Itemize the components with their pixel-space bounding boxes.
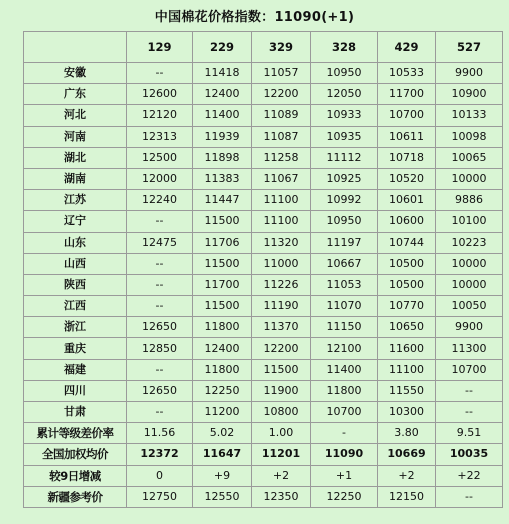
value-cell: 11.56	[127, 423, 193, 444]
value-cell: 12100	[311, 338, 378, 359]
value-cell: 11418	[193, 63, 252, 84]
value-cell: 10800	[252, 402, 311, 423]
table-row	[24, 147, 503, 168]
row-label: 累计等级差价率	[24, 423, 127, 444]
value-cell: 12600	[127, 84, 193, 105]
row-label: 江西	[24, 296, 127, 317]
value-cell: 11800	[193, 359, 252, 380]
table-row	[24, 168, 503, 189]
table-row	[24, 253, 503, 274]
value-cell: 10992	[311, 190, 378, 211]
value-cell: 10950	[311, 63, 378, 84]
table-row	[24, 359, 503, 380]
column-header: 328	[311, 32, 378, 63]
value-cell: 11090	[311, 444, 378, 465]
value-cell: -	[311, 423, 378, 444]
value-cell: 9886	[436, 190, 503, 211]
value-cell: 11500	[252, 359, 311, 380]
value-cell: 11053	[311, 274, 378, 295]
value-cell: 10925	[311, 168, 378, 189]
value-cell: 1.00	[252, 423, 311, 444]
value-cell: 10600	[378, 211, 436, 232]
value-cell: 10667	[311, 253, 378, 274]
value-cell: 12650	[127, 380, 193, 401]
table-row	[24, 232, 503, 253]
value-cell: 10500	[378, 253, 436, 274]
table-header-row	[24, 32, 503, 63]
value-cell: 10744	[378, 232, 436, 253]
value-cell: 12000	[127, 168, 193, 189]
value-cell: 11800	[193, 317, 252, 338]
value-cell: 10950	[311, 211, 378, 232]
value-cell: --	[127, 211, 193, 232]
value-cell: 11383	[193, 168, 252, 189]
value-cell: 12475	[127, 232, 193, 253]
value-cell: +22	[436, 465, 503, 486]
row-label: 湖南	[24, 168, 127, 189]
value-cell: 12313	[127, 126, 193, 147]
value-cell: 12500	[127, 147, 193, 168]
row-label: 湖北	[24, 147, 127, 168]
row-label: 甘肃	[24, 402, 127, 423]
row-label: 新疆参考价	[24, 486, 127, 507]
row-label: 广东	[24, 84, 127, 105]
value-cell: 11500	[193, 296, 252, 317]
column-header: 129	[127, 32, 193, 63]
value-cell: 11370	[252, 317, 311, 338]
value-cell: 12850	[127, 338, 193, 359]
value-cell: 10700	[311, 402, 378, 423]
value-cell: 9900	[436, 63, 503, 84]
value-cell: 12200	[252, 338, 311, 359]
value-cell: 11898	[193, 147, 252, 168]
table-row	[24, 211, 503, 232]
table-row	[24, 465, 503, 486]
value-cell: 11000	[252, 253, 311, 274]
table-row	[24, 402, 503, 423]
value-cell: 11197	[311, 232, 378, 253]
row-label: 重庆	[24, 338, 127, 359]
value-cell: --	[436, 486, 503, 507]
value-cell: 10718	[378, 147, 436, 168]
table-row	[24, 274, 503, 295]
value-cell: 10100	[436, 211, 503, 232]
column-header: 429	[378, 32, 436, 63]
value-cell: 9900	[436, 317, 503, 338]
value-cell: 11500	[193, 211, 252, 232]
value-cell: --	[436, 380, 503, 401]
value-cell: 12150	[378, 486, 436, 507]
value-cell: 10533	[378, 63, 436, 84]
value-cell: 12400	[193, 338, 252, 359]
value-cell: 11706	[193, 232, 252, 253]
value-cell: 11300	[436, 338, 503, 359]
value-cell: --	[127, 296, 193, 317]
value-cell: 3.80	[378, 423, 436, 444]
value-cell: 12350	[252, 486, 311, 507]
value-cell: 11089	[252, 105, 311, 126]
row-label: 山东	[24, 232, 127, 253]
value-cell: 11070	[311, 296, 378, 317]
value-cell: 10065	[436, 147, 503, 168]
value-cell: 12650	[127, 317, 193, 338]
value-cell: --	[127, 402, 193, 423]
value-cell: 11100	[378, 359, 436, 380]
value-cell: --	[436, 402, 503, 423]
value-cell: 12400	[193, 84, 252, 105]
value-cell: 10611	[378, 126, 436, 147]
value-cell: 10133	[436, 105, 503, 126]
row-label: 安徽	[24, 63, 127, 84]
value-cell: 11150	[311, 317, 378, 338]
row-label: 较9日增减	[24, 465, 127, 486]
value-cell: 11800	[311, 380, 378, 401]
value-cell: 12050	[311, 84, 378, 105]
value-cell: 10223	[436, 232, 503, 253]
value-cell: 11447	[193, 190, 252, 211]
value-cell: 11700	[378, 84, 436, 105]
value-cell: 10700	[436, 359, 503, 380]
value-cell: 10601	[378, 190, 436, 211]
price-table	[23, 31, 503, 508]
value-cell: 12240	[127, 190, 193, 211]
value-cell: +2	[378, 465, 436, 486]
table-row	[24, 84, 503, 105]
value-cell: 10050	[436, 296, 503, 317]
table-row	[24, 126, 503, 147]
header-corner-cell	[24, 32, 127, 63]
value-cell: --	[127, 253, 193, 274]
value-cell: --	[127, 359, 193, 380]
table-row	[24, 190, 503, 211]
row-label: 江苏	[24, 190, 127, 211]
table-row	[24, 380, 503, 401]
table-row	[24, 486, 503, 507]
value-cell: 12372	[127, 444, 193, 465]
value-cell: 11647	[193, 444, 252, 465]
value-cell: 11067	[252, 168, 311, 189]
value-cell: 5.02	[193, 423, 252, 444]
value-cell: 12250	[193, 380, 252, 401]
value-cell: 0	[127, 465, 193, 486]
value-cell: 10000	[436, 274, 503, 295]
table-row	[24, 338, 503, 359]
value-cell: 11400	[193, 105, 252, 126]
value-cell: 10933	[311, 105, 378, 126]
value-cell: 10500	[378, 274, 436, 295]
value-cell: 11939	[193, 126, 252, 147]
column-header: 527	[436, 32, 503, 63]
value-cell: 12250	[311, 486, 378, 507]
row-label: 浙江	[24, 317, 127, 338]
value-cell: 11112	[311, 147, 378, 168]
row-label: 全国加权均价	[24, 444, 127, 465]
row-label: 福建	[24, 359, 127, 380]
value-cell: 11600	[378, 338, 436, 359]
value-cell: --	[127, 63, 193, 84]
value-cell: 11258	[252, 147, 311, 168]
value-cell: 10520	[378, 168, 436, 189]
value-cell: 10650	[378, 317, 436, 338]
value-cell: 10669	[378, 444, 436, 465]
value-cell: 12750	[127, 486, 193, 507]
value-cell: +1	[311, 465, 378, 486]
value-cell: 11226	[252, 274, 311, 295]
row-label: 山西	[24, 253, 127, 274]
value-cell: 11320	[252, 232, 311, 253]
value-cell: 11700	[193, 274, 252, 295]
value-cell: 10900	[436, 84, 503, 105]
value-cell: 12120	[127, 105, 193, 126]
row-label: 河南	[24, 126, 127, 147]
value-cell: 11500	[193, 253, 252, 274]
table-row	[24, 105, 503, 126]
value-cell: 11550	[378, 380, 436, 401]
table-row	[24, 444, 503, 465]
row-label: 河北	[24, 105, 127, 126]
value-cell: +2	[252, 465, 311, 486]
value-cell: 10935	[311, 126, 378, 147]
value-cell: 10300	[378, 402, 436, 423]
row-label: 四川	[24, 380, 127, 401]
value-cell: 10000	[436, 168, 503, 189]
value-cell: 11201	[252, 444, 311, 465]
value-cell: 10000	[436, 253, 503, 274]
value-cell: +9	[193, 465, 252, 486]
value-cell: 11057	[252, 63, 311, 84]
value-cell: 9.51	[436, 423, 503, 444]
value-cell: 11200	[193, 402, 252, 423]
value-cell: 10098	[436, 126, 503, 147]
value-cell: 12200	[252, 84, 311, 105]
value-cell: 10700	[378, 105, 436, 126]
column-header: 229	[193, 32, 252, 63]
value-cell: 11400	[311, 359, 378, 380]
value-cell: 12550	[193, 486, 252, 507]
value-cell: --	[127, 274, 193, 295]
value-cell: 11087	[252, 126, 311, 147]
column-header: 329	[252, 32, 311, 63]
table-row	[24, 317, 503, 338]
value-cell: 11100	[252, 190, 311, 211]
row-label: 陕西	[24, 274, 127, 295]
value-cell: 10770	[378, 296, 436, 317]
page-title: 中国棉花价格指数：11090(+1)	[154, 10, 355, 25]
value-cell: 10035	[436, 444, 503, 465]
table-row	[24, 296, 503, 317]
table-row	[24, 63, 503, 84]
value-cell: 11100	[252, 211, 311, 232]
value-cell: 11900	[252, 380, 311, 401]
value-cell: 11190	[252, 296, 311, 317]
row-label: 辽宁	[24, 211, 127, 232]
table-row	[24, 423, 503, 444]
